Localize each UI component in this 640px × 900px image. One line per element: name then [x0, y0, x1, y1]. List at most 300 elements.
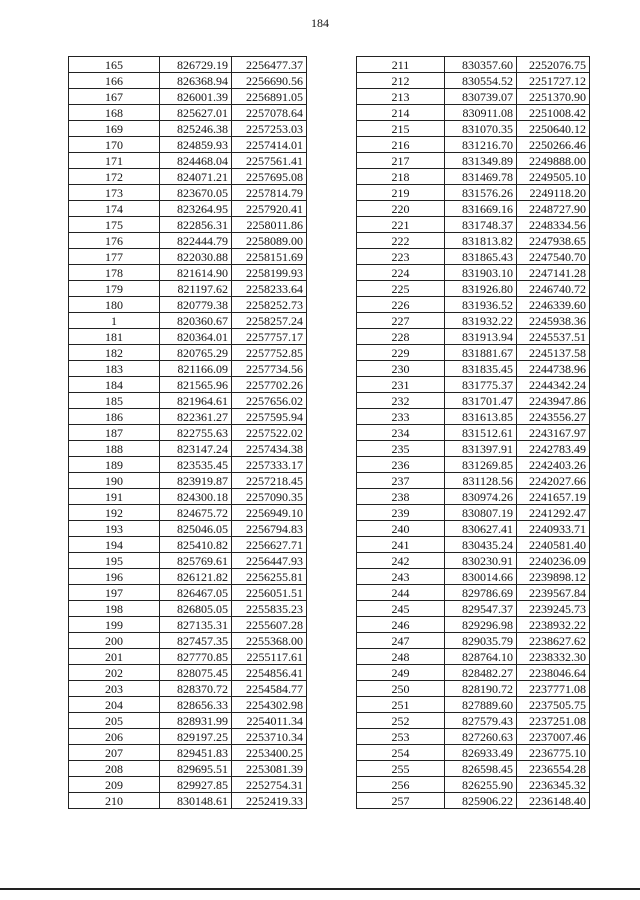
table-row	[357, 441, 590, 457]
table-row	[357, 137, 590, 153]
y-coordinate-cell: 2240933.71	[517, 521, 590, 537]
table-row	[69, 57, 307, 73]
y-coordinate-cell: 2257090.35	[232, 489, 307, 505]
table-row	[357, 457, 590, 473]
x-coordinate-cell: 831748.37	[445, 217, 517, 233]
x-coordinate-cell: 824675.72	[160, 505, 232, 521]
point-number-cell: 244	[357, 585, 445, 601]
y-coordinate-cell: 2248727.90	[517, 201, 590, 217]
table-row	[357, 297, 590, 313]
y-coordinate-cell: 2258252.73	[232, 297, 307, 313]
x-coordinate-cell: 831128.56	[445, 473, 517, 489]
x-coordinate-cell: 831913.94	[445, 329, 517, 345]
y-coordinate-cell: 2255607.28	[232, 617, 307, 633]
x-coordinate-cell: 822030.88	[160, 249, 232, 265]
x-coordinate-cell: 830739.07	[445, 89, 517, 105]
table-row	[357, 649, 590, 665]
point-number-cell: 257	[357, 793, 445, 809]
y-coordinate-cell: 2257920.41	[232, 201, 307, 217]
y-coordinate-cell: 2236345.32	[517, 777, 590, 793]
table-row	[357, 361, 590, 377]
x-coordinate-cell: 825410.82	[160, 537, 232, 553]
x-coordinate-cell: 828931.99	[160, 713, 232, 729]
point-number-cell: 254	[357, 745, 445, 761]
x-coordinate-cell: 829695.51	[160, 761, 232, 777]
point-number-cell: 218	[357, 169, 445, 185]
table-row	[357, 217, 590, 233]
table-row	[69, 377, 307, 393]
table-row	[69, 345, 307, 361]
table-row	[357, 697, 590, 713]
y-coordinate-cell: 2256051.51	[232, 585, 307, 601]
x-coordinate-cell: 826933.49	[445, 745, 517, 761]
point-number-cell: 174	[69, 201, 160, 217]
table-row	[357, 601, 590, 617]
point-number-cell: 249	[357, 665, 445, 681]
y-coordinate-cell: 2236554.28	[517, 761, 590, 777]
table-row	[69, 633, 307, 649]
point-number-cell: 222	[357, 233, 445, 249]
x-coordinate-cell: 821565.96	[160, 377, 232, 393]
y-coordinate-cell: 2257695.08	[232, 169, 307, 185]
y-coordinate-cell: 2257734.56	[232, 361, 307, 377]
table-row	[69, 409, 307, 425]
table-row	[69, 649, 307, 665]
y-coordinate-cell: 2255835.23	[232, 601, 307, 617]
y-coordinate-cell: 2254856.41	[232, 665, 307, 681]
y-coordinate-cell: 2250640.12	[517, 121, 590, 137]
point-number-cell: 232	[357, 393, 445, 409]
x-coordinate-cell: 830974.26	[445, 489, 517, 505]
table-row	[357, 473, 590, 489]
point-number-cell: 224	[357, 265, 445, 281]
y-coordinate-cell: 2257595.94	[232, 409, 307, 425]
x-coordinate-cell: 831576.26	[445, 185, 517, 201]
y-coordinate-cell: 2252754.31	[232, 777, 307, 793]
table-row	[69, 201, 307, 217]
table-row	[69, 553, 307, 569]
x-coordinate-cell: 829197.25	[160, 729, 232, 745]
x-coordinate-cell: 831932.22	[445, 313, 517, 329]
x-coordinate-cell: 822444.79	[160, 233, 232, 249]
x-coordinate-cell: 829296.98	[445, 617, 517, 633]
page-bottom-rule	[0, 888, 640, 890]
table-row	[69, 473, 307, 489]
x-coordinate-cell: 826467.05	[160, 585, 232, 601]
point-number-cell: 183	[69, 361, 160, 377]
table-row	[357, 265, 590, 281]
table-row	[357, 553, 590, 569]
table-row	[69, 505, 307, 521]
y-coordinate-cell: 2247540.70	[517, 249, 590, 265]
y-coordinate-cell: 2249118.20	[517, 185, 590, 201]
point-number-cell: 180	[69, 297, 160, 313]
point-number-cell: 246	[357, 617, 445, 633]
point-number-cell: 201	[69, 649, 160, 665]
y-coordinate-cell: 2257702.26	[232, 377, 307, 393]
table-row	[357, 73, 590, 89]
y-coordinate-cell: 2240581.40	[517, 537, 590, 553]
y-coordinate-cell: 2257218.45	[232, 473, 307, 489]
y-coordinate-cell: 2239567.84	[517, 585, 590, 601]
point-number-cell: 225	[357, 281, 445, 297]
point-number-cell: 250	[357, 681, 445, 697]
table-row	[357, 201, 590, 217]
y-coordinate-cell: 2258199.93	[232, 265, 307, 281]
table-row	[69, 585, 307, 601]
x-coordinate-cell: 831835.45	[445, 361, 517, 377]
x-coordinate-cell: 830148.61	[160, 793, 232, 809]
table-row	[69, 697, 307, 713]
y-coordinate-cell: 2257757.17	[232, 329, 307, 345]
table-row	[357, 393, 590, 409]
table-row	[69, 73, 307, 89]
y-coordinate-cell: 2242027.66	[517, 473, 590, 489]
y-coordinate-cell: 2256794.83	[232, 521, 307, 537]
x-coordinate-cell: 830911.08	[445, 105, 517, 121]
coordinates-table-left-body	[69, 57, 307, 809]
y-coordinate-cell: 2254302.98	[232, 697, 307, 713]
y-coordinate-cell: 2258089.00	[232, 233, 307, 249]
y-coordinate-cell: 2237771.08	[517, 681, 590, 697]
point-number-cell: 207	[69, 745, 160, 761]
point-number-cell: 199	[69, 617, 160, 633]
table-row	[69, 745, 307, 761]
x-coordinate-cell: 831397.91	[445, 441, 517, 457]
point-number-cell: 256	[357, 777, 445, 793]
x-coordinate-cell: 826255.90	[445, 777, 517, 793]
table-row	[357, 249, 590, 265]
table-row	[69, 489, 307, 505]
point-number-cell: 171	[69, 153, 160, 169]
y-coordinate-cell: 2241657.19	[517, 489, 590, 505]
point-number-cell: 189	[69, 457, 160, 473]
point-number-cell: 204	[69, 697, 160, 713]
y-coordinate-cell: 2253081.39	[232, 761, 307, 777]
table-row	[69, 313, 307, 329]
table-row	[69, 169, 307, 185]
point-number-cell: 175	[69, 217, 160, 233]
point-number-cell: 202	[69, 665, 160, 681]
y-coordinate-cell: 2258257.24	[232, 313, 307, 329]
y-coordinate-cell: 2245537.51	[517, 329, 590, 345]
x-coordinate-cell: 828190.72	[445, 681, 517, 697]
y-coordinate-cell: 2254584.77	[232, 681, 307, 697]
table-row	[69, 729, 307, 745]
x-coordinate-cell: 827579.43	[445, 713, 517, 729]
table-row	[69, 393, 307, 409]
point-number-cell: 194	[69, 537, 160, 553]
point-number-cell: 179	[69, 281, 160, 297]
point-number-cell: 223	[357, 249, 445, 265]
y-coordinate-cell: 2240236.09	[517, 553, 590, 569]
point-number-cell: 240	[357, 521, 445, 537]
y-coordinate-cell: 2250266.46	[517, 137, 590, 153]
point-number-cell: 231	[357, 377, 445, 393]
x-coordinate-cell: 821964.61	[160, 393, 232, 409]
y-coordinate-cell: 2246339.60	[517, 297, 590, 313]
x-coordinate-cell: 822361.27	[160, 409, 232, 425]
y-coordinate-cell: 2237251.08	[517, 713, 590, 729]
x-coordinate-cell: 820765.29	[160, 345, 232, 361]
point-number-cell: 234	[357, 425, 445, 441]
y-coordinate-cell: 2251727.12	[517, 73, 590, 89]
x-coordinate-cell: 826368.94	[160, 73, 232, 89]
y-coordinate-cell: 2256627.71	[232, 537, 307, 553]
x-coordinate-cell: 830357.60	[445, 57, 517, 73]
x-coordinate-cell: 826729.19	[160, 57, 232, 73]
y-coordinate-cell: 2242783.49	[517, 441, 590, 457]
point-number-cell: 187	[69, 425, 160, 441]
point-number-cell: 167	[69, 89, 160, 105]
y-coordinate-cell: 2257078.64	[232, 105, 307, 121]
table-row	[69, 249, 307, 265]
x-coordinate-cell: 831349.89	[445, 153, 517, 169]
point-number-cell: 209	[69, 777, 160, 793]
point-number-cell: 200	[69, 633, 160, 649]
table-row	[69, 233, 307, 249]
x-coordinate-cell: 823147.24	[160, 441, 232, 457]
table-row	[69, 217, 307, 233]
point-number-cell: 229	[357, 345, 445, 361]
y-coordinate-cell: 2237505.75	[517, 697, 590, 713]
point-number-cell: 221	[357, 217, 445, 233]
table-row	[69, 457, 307, 473]
x-coordinate-cell: 831903.10	[445, 265, 517, 281]
point-number-cell: 196	[69, 569, 160, 585]
point-number-cell: 203	[69, 681, 160, 697]
point-number-cell: 206	[69, 729, 160, 745]
y-coordinate-cell: 2238332.30	[517, 649, 590, 665]
y-coordinate-cell: 2247141.28	[517, 265, 590, 281]
table-row	[357, 185, 590, 201]
table-row	[69, 89, 307, 105]
x-coordinate-cell: 821614.90	[160, 265, 232, 281]
y-coordinate-cell: 2239898.12	[517, 569, 590, 585]
table-row	[357, 729, 590, 745]
table-row	[357, 89, 590, 105]
y-coordinate-cell: 2244342.24	[517, 377, 590, 393]
x-coordinate-cell: 824468.04	[160, 153, 232, 169]
point-number-cell: 245	[357, 601, 445, 617]
table-row	[357, 233, 590, 249]
y-coordinate-cell: 2237007.46	[517, 729, 590, 745]
y-coordinate-cell: 2238046.64	[517, 665, 590, 681]
table-row	[357, 313, 590, 329]
y-coordinate-cell: 2252076.75	[517, 57, 590, 73]
x-coordinate-cell: 825906.22	[445, 793, 517, 809]
table-row	[357, 121, 590, 137]
table-row	[357, 681, 590, 697]
table-row	[357, 665, 590, 681]
x-coordinate-cell: 826001.39	[160, 89, 232, 105]
table-row	[357, 521, 590, 537]
y-coordinate-cell: 2239245.73	[517, 601, 590, 617]
point-number-cell: 188	[69, 441, 160, 457]
table-row	[357, 153, 590, 169]
table-row	[69, 617, 307, 633]
table-row	[69, 265, 307, 281]
x-coordinate-cell: 831881.67	[445, 345, 517, 361]
point-number-cell: 213	[357, 89, 445, 105]
table-row	[357, 425, 590, 441]
y-coordinate-cell: 2245938.36	[517, 313, 590, 329]
y-coordinate-cell: 2236148.40	[517, 793, 590, 809]
point-number-cell: 247	[357, 633, 445, 649]
x-coordinate-cell: 830014.66	[445, 569, 517, 585]
coordinates-table-right	[356, 56, 590, 809]
point-number-cell: 191	[69, 489, 160, 505]
x-coordinate-cell: 825769.61	[160, 553, 232, 569]
y-coordinate-cell: 2256447.93	[232, 553, 307, 569]
x-coordinate-cell: 829035.79	[445, 633, 517, 649]
table-row	[357, 345, 590, 361]
y-coordinate-cell: 2258011.86	[232, 217, 307, 233]
point-number-cell: 170	[69, 137, 160, 153]
point-number-cell: 241	[357, 537, 445, 553]
y-coordinate-cell: 2257434.38	[232, 441, 307, 457]
x-coordinate-cell: 831775.37	[445, 377, 517, 393]
x-coordinate-cell: 825246.38	[160, 121, 232, 137]
point-number-cell: 248	[357, 649, 445, 665]
table-row	[69, 329, 307, 345]
point-number-cell: 233	[357, 409, 445, 425]
y-coordinate-cell: 2257656.02	[232, 393, 307, 409]
point-number-cell: 198	[69, 601, 160, 617]
table-row	[69, 425, 307, 441]
x-coordinate-cell: 827457.35	[160, 633, 232, 649]
table-row	[357, 745, 590, 761]
y-coordinate-cell: 2257561.41	[232, 153, 307, 169]
table-row	[69, 281, 307, 297]
table-row	[357, 105, 590, 121]
point-number-cell: 165	[69, 57, 160, 73]
y-coordinate-cell: 2256477.37	[232, 57, 307, 73]
y-coordinate-cell: 2251370.90	[517, 89, 590, 105]
point-number-cell: 216	[357, 137, 445, 153]
point-number-cell: 182	[69, 345, 160, 361]
table-row	[69, 137, 307, 153]
point-number-cell: 238	[357, 489, 445, 505]
x-coordinate-cell: 831469.78	[445, 169, 517, 185]
point-number-cell: 1	[69, 313, 160, 329]
table-row	[357, 585, 590, 601]
x-coordinate-cell: 828764.10	[445, 649, 517, 665]
point-number-cell: 177	[69, 249, 160, 265]
x-coordinate-cell: 826598.45	[445, 761, 517, 777]
y-coordinate-cell: 2257814.79	[232, 185, 307, 201]
y-coordinate-cell: 2257333.17	[232, 457, 307, 473]
coordinates-table-right-body	[357, 57, 590, 809]
point-number-cell: 253	[357, 729, 445, 745]
table-row	[357, 777, 590, 793]
table-row	[357, 713, 590, 729]
y-coordinate-cell: 2258233.64	[232, 281, 307, 297]
point-number-cell: 168	[69, 105, 160, 121]
table-row	[357, 489, 590, 505]
point-number-cell: 192	[69, 505, 160, 521]
x-coordinate-cell: 828370.72	[160, 681, 232, 697]
x-coordinate-cell: 828075.45	[160, 665, 232, 681]
y-coordinate-cell: 2256690.56	[232, 73, 307, 89]
table-row	[69, 713, 307, 729]
x-coordinate-cell: 829927.85	[160, 777, 232, 793]
y-coordinate-cell: 2236775.10	[517, 745, 590, 761]
x-coordinate-cell: 828656.33	[160, 697, 232, 713]
point-number-cell: 210	[69, 793, 160, 809]
table-row	[69, 537, 307, 553]
x-coordinate-cell: 831865.43	[445, 249, 517, 265]
x-coordinate-cell: 831701.47	[445, 393, 517, 409]
point-number-cell: 255	[357, 761, 445, 777]
y-coordinate-cell: 2243556.27	[517, 409, 590, 425]
point-number-cell: 173	[69, 185, 160, 201]
point-number-cell: 186	[69, 409, 160, 425]
point-number-cell: 251	[357, 697, 445, 713]
table-row	[357, 761, 590, 777]
table-row	[69, 361, 307, 377]
table-row	[69, 681, 307, 697]
point-number-cell: 197	[69, 585, 160, 601]
x-coordinate-cell: 831936.52	[445, 297, 517, 313]
table-row	[69, 521, 307, 537]
point-number-cell: 237	[357, 473, 445, 489]
table-row	[69, 601, 307, 617]
y-coordinate-cell: 2241292.47	[517, 505, 590, 521]
y-coordinate-cell: 2257253.03	[232, 121, 307, 137]
table-row	[357, 169, 590, 185]
point-number-cell: 217	[357, 153, 445, 169]
x-coordinate-cell: 826805.05	[160, 601, 232, 617]
x-coordinate-cell: 829786.69	[445, 585, 517, 601]
x-coordinate-cell: 821166.09	[160, 361, 232, 377]
y-coordinate-cell: 2246740.72	[517, 281, 590, 297]
x-coordinate-cell: 827135.31	[160, 617, 232, 633]
page-number: 184	[311, 16, 329, 30]
point-number-cell: 178	[69, 265, 160, 281]
table-row	[357, 793, 590, 809]
x-coordinate-cell: 830627.41	[445, 521, 517, 537]
x-coordinate-cell: 830230.91	[445, 553, 517, 569]
y-coordinate-cell: 2257522.02	[232, 425, 307, 441]
x-coordinate-cell: 831512.61	[445, 425, 517, 441]
y-coordinate-cell: 2252419.33	[232, 793, 307, 809]
x-coordinate-cell: 831613.85	[445, 409, 517, 425]
table-row	[69, 665, 307, 681]
y-coordinate-cell: 2244738.96	[517, 361, 590, 377]
y-coordinate-cell: 2245137.58	[517, 345, 590, 361]
y-coordinate-cell: 2256949.10	[232, 505, 307, 521]
table-row	[69, 441, 307, 457]
point-number-cell: 184	[69, 377, 160, 393]
point-number-cell: 190	[69, 473, 160, 489]
point-number-cell: 205	[69, 713, 160, 729]
x-coordinate-cell: 825627.01	[160, 105, 232, 121]
table-row	[69, 185, 307, 201]
x-coordinate-cell: 821197.62	[160, 281, 232, 297]
y-coordinate-cell: 2247938.65	[517, 233, 590, 249]
x-coordinate-cell: 831926.80	[445, 281, 517, 297]
y-coordinate-cell: 2253710.34	[232, 729, 307, 745]
x-coordinate-cell: 827260.63	[445, 729, 517, 745]
y-coordinate-cell: 2256891.05	[232, 89, 307, 105]
x-coordinate-cell: 825046.05	[160, 521, 232, 537]
x-coordinate-cell: 831669.16	[445, 201, 517, 217]
table-row	[69, 153, 307, 169]
x-coordinate-cell: 822755.63	[160, 425, 232, 441]
point-number-cell: 208	[69, 761, 160, 777]
y-coordinate-cell: 2249888.00	[517, 153, 590, 169]
